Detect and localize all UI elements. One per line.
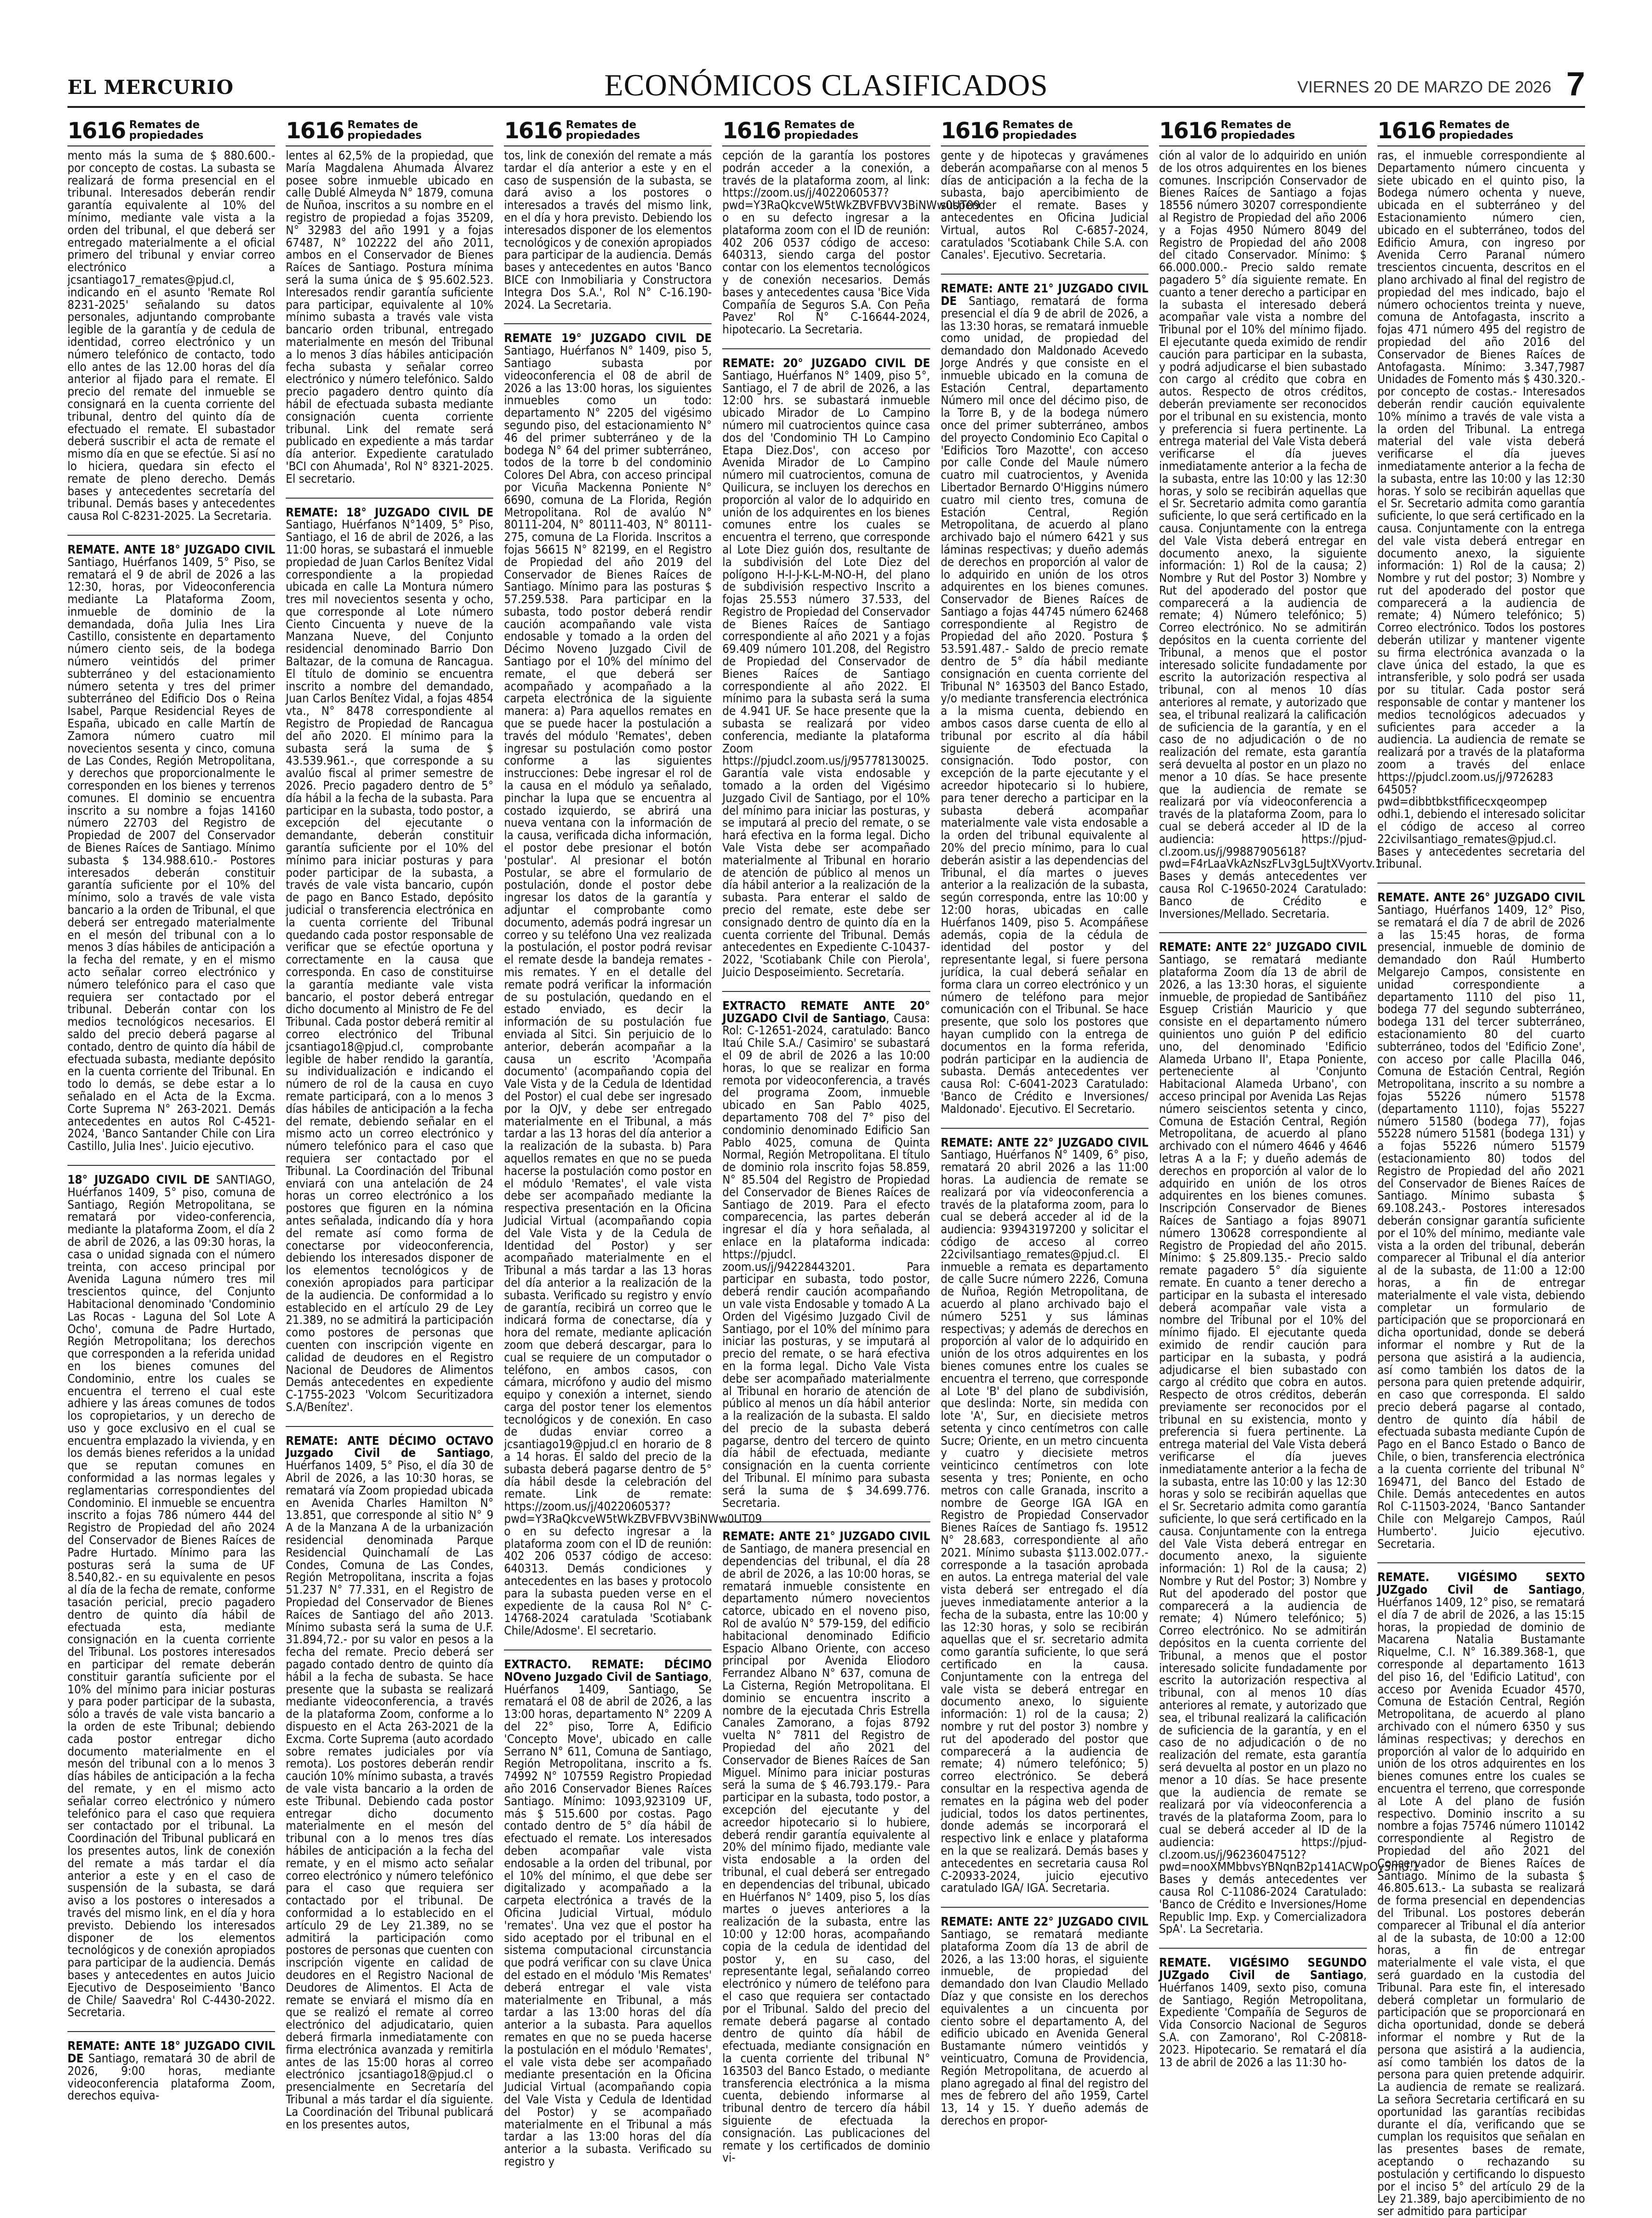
column-header (67, 116, 275, 146)
section-label-line: Remates de (1220, 119, 1292, 131)
auction-notice: REMATE. ANTE 26° JUZGADO CIVIL Santiago, Huérfanos 1409, 12° Piso, se rematará el día 7 de abril de 2026 a las 15:45 horas, de forma presencial, inmueble de dominio de demandado don Raúl Humberto Melgarejo Campos, consistente en unidad correspondiente a departamento 1110 del piso 11, bodega 77 del segundo subterráneo, bodega 131 del tercer subterráneo, estacionamiento 80 del cuarto subterráneo, todos del 'Edificio Zone', con acceso por calle Placilla 046, Comuna de Estación Central, Región Metropolitana, inscrito a su nombre a fojas 55226 número 51578 (departamento 1110), fojas 55227 número 51580 (bodega 77), fojas 55228 número 51581 (bodega 131) y a fojas 55226 número 51579 (estacionamiento 80) todos del Registro de Propiedad del año 2021 del Conservador de Bienes Raíces de Santiago. Mínimo subasta $ 69.108.243.- Postores interesados deberán consignar garantía suficiente por el 10% del mínimo, mediante vale vista a la orden del tribunal, deberán comparecer al Tribunal el día anterior al de la subasta, de 11:00 a 12:00 horas, a fin de entregar materialmente el vale vista, debiendo completar un formulario de participación que se proporcionará en dicha oportunidad, donde se deberá informar el nombre y Rut de la persona que asistirá a la audiencia, así como también los datos de la persona para quien pretende adquirir, en caso que corresponda. El saldo precio deberá pagarse al contado, dentro de quinto día hábil de efectuada subasta mediante Cupón de Pago en el Banco Estado o Banco de Chile, o bien, transferencia electrónica a la cuenta corriente del tribunal N° 169471, del Banco del Estado de Chile. Demás antecedentes en autos Rol C-11503-2024, 'Banco Santander Chile con Melgarejo Campos, Raúl Humberto'. Juicio ejecutivo. Secretaria. (1377, 890, 1585, 1551)
notice-divider (1159, 1948, 1367, 1949)
notice-divider (941, 1907, 1149, 1908)
notice-divider (286, 498, 493, 499)
section-label-line: propiedades (347, 130, 422, 142)
classified-column (286, 116, 494, 2131)
section-number: 1616 (1159, 118, 1217, 144)
notice-divider (941, 274, 1149, 275)
auction-notice: ras, el inmueble correspondiente al Departamento número cincuenta y siete ubicado en el quinto piso, la Bodega número ochenta y nueve, ubicada en el subterráneo y del Estacionamiento número cien, ubicado en el subterráneo, todos del Edificio Amura, con ingreso por Avenida Cerro Paranal número trescientos cincuenta, descritos en el plano archivado al final del registro de propiedad del mes indicado, bajo el número ochocientos treinta y nueve, comuna de Antofagasta, inscrito a fojas 471 número 495 del registro de propiedad del año 2016 del Conservador de Bienes Raíces de Antofagasta. Mínimo: 3.347,7987 Unidades de Fomento más $ 430.320.- por concepto de costas.- Interesados deberán rendir caución equivalente 10% mínimo a través de vale vista a la orden del Tribunal. La entrega material del vale vista deberá verificarse el día jueves inmediatamente anterior a la fecha de la subasta, entre las 10:00 y las 12:30 horas. Y solo se recibirán aquellas que el Sr. Secretario admita como garantía suficiente, lo que será certificado en la causa. Conjuntamente con la entrega del vale vista deberá entregar en documento anexo, la siguiente información: 1) Rol de la causa; 2) Nombre y rut del postor; 3) Nombre y rut del apoderado del postor que comparecerá a la audiencia de remate; 4) Número telefónico; 5) Correo electrónico. Todos los postores deberán utilizar y mantener vigente su firma electrónica avanzada o la clave única del estado, la que es intransferible, y solo podrá ser usada por su titular. Cada postor será responsable de contar y mantener los medios tecnológicos adecuados y suficientes para acceder a la audiencia. La audiencia de remate se realizará por a través de la plataforma zoom a través del enlace https://pjudcl.zoom.us/j/9726283 64505? pwd=dibbtbkstfificecxqeompep odhi.1, debiendo el interesado solicitar el código de acceso al correo 22civilsantiago_remates@pjud.cl. Bases y antecedentes secretaria del tribunal. (1377, 148, 1585, 871)
section-label-line: Remates de (1439, 119, 1510, 131)
section-label-line: propiedades (129, 130, 204, 142)
masthead (67, 67, 1585, 108)
section-label (1221, 120, 1295, 141)
notice-divider (722, 1521, 930, 1522)
auction-notice: REMATE: ANTE 22° JUZGADO CIVIL Santiago, se rematará mediante plataforma Zoom día 13 de abril de 2026, a las 13:00 horas, el siguiente inmueble, de propiedad del demandado don Ivan Claudio Mellado Díaz y que consiste en los derechos equivalentes a un cincuenta por ciento sobre el departamento A, del edificio ubicado en Avenida General Bustamante número veintidós y veinticuatro, Comuna de Providencia, Región Metropolitana, de acuerdo al plano agregado al final del registro del mes de febrero del año 1959, Cartel 13, 14 y 15. Y dueño además de derechos en propor- (940, 1914, 1149, 2127)
classified-column (1159, 116, 1419, 2069)
auction-notice: REMATE: 18° JUZGADO CIVIL DE Santiago, Huérfanos N°1409, 5° Piso, Santiago, el 16 de abril de 2026, a las 11:00 horas, se subastará el inmueble propiedad de Juan Carlos Benítez Vidal correspondiente a la propiedad ubicada en calle La Montura número tres mil novecientos sesenta y ocho, que corresponde al Lote número Ciento Cincuenta y nueve de la Manzana Nueve, del Conjunto residencial denominado Barrio Don Baltazar, de la comuna de Rancagua. El título de dominio se encuentra inscrito a nombre del demandado, Juan Carlos Benítez Vidal, a fojas 4854 vta., N° 8478 correspondiente al Registro de Propiedad de Rancagua del año 2020. El mínimo para la subasta será la suma de $ 43.539.961.-, que corresponde a su avalúo fiscal al primer semestre de 2026. Precio pagadero dentro de 5° día hábil a la fecha de la subasta. Para participar en la subasta, todo postor, a excepción del ejecutante o demandante, deberán constituir garantía suficiente por el 10% del mínimo para iniciar posturas y para poder participar de la subasta, a través de vale vista bancario, cupón de pago en Banco Estado, depósito judicial o transferencia electrónica en la cuenta corriente del Tribunal quedando cada postor responsable de verificar que se efectúe oportuna y correctamente en la causa que corresponda. En caso de constituirse la garantía mediante vale vista bancario, el postor deberá entregar dicho documento al Ministro de Fe del Tribunal. Cada postor deberá remitir al correo electrónico del Tribunal jcsantiago18@pjud.cl, comprobante legible de haber rendido la garantía, su individualización e indicando el número de rol de la causa en cuyo remate participará, con a lo menos 3 días hábiles de anticipación a la fecha del remate, debiendo señalar en el mismo acto un correo electrónico y número telefónico para el caso que requiera ser contactado por el Tribunal. La Coordinación del Tribunal enviará con una antelación de 24 horas un correo electrónico a los postores que figuren en la nómina antes señalada, indicando día y hora del remate así como forma de conectarse por videoconferencia, debiendo los interesados disponer de los elementos tecnológicos y de conexión apropiados para participar de la audiencia. De conformidad a lo establecido en el artículo 29 de Ley 21.389, no se admitirá la participación como postores de personas que cuenten con inscripción vigente en calidad de deudores en el Registro Nacional de Deudores de Alimentos Demás antecedentes en expediente C-1755-2023 'Volcom Securitizadora S.A/Benítez'. (286, 505, 494, 1414)
section-label-line: Remates de (784, 119, 855, 131)
column-header (1159, 116, 1367, 146)
notice-divider (67, 2031, 275, 2032)
auction-notice: lentes al 62,5% de la propiedad, que María Magdalena Ahumada Álvarez posee sobre inmueble ubicado en calle Dublé Almeyda N° 1879, comuna de Ñuñoa, inscritos a su nombre en el registro de propiedad a fojas 35209, N° 32983 del año 1991 y a fojas 67487, N° 102222 del año 2011, ambos en el Conservador de Bienes Raíces de Santiago. Postura mínima será la suma única de $ 95.602.523. Interesados rendir garantía suficiente para participar, equivalente al 10% mínimo subasta a través vale vista bancario orden tribunal, entregado materialmente en mesón del Tribunal a lo menos 3 días hábiles anticipación fecha subasta y señalar correo electrónico y número telefónico. Saldo precio pagadero dentro quinto día hábil de efectuada subasta mediante consignación cuenta corriente tribunal. Link del remate será publicado en expediente a más tardar día anterior. Expediente caratulado 'BCI con Ahumada', Rol N° 8321-2025. El secretario. (286, 148, 494, 486)
auction-notice: 18° JUZGADO CIVIL DE SANTIAGO, Huérfanos 1409, 5° piso, comuna de Santiago, Región Metropolitana, se rematará por video-conferencia, mediante la plataforma Zoom, el día 2 de abril de 2026, a las 09:30 horas, la casa o unidad signada con el número treinta, con acceso principal por Avenida Laguna número tres mil trescientos quince, del Conjunto Habitacional denominado 'Condominio Las Rocas - Laguna del Sol Lote A Ocho', comuna de Padre Hurtado, Región Metropolitana; los derechos que corresponden a la referida unidad en los bienes comunes del Condominio, entre los cuales se encuentra el terreno el cual este adhiere y las áreas comunes de todos los copropietarios, y un derecho de uso y goce exclusivo en el cual se encuentra emplazado la vivienda, y en los demás bienes referidos a la unidad que se reputan comunes en conformidad a las normas legales y reglamentarias correspondientes del Condominio. El inmueble se encuentra inscrito a fojas 786 número 444 del Registro de Propiedad del año 2024 del Conservador de Bienes Raíces de Padre Hurtado. Mínimo para las posturas será la suma de UF 8.540,82.- en su equivalente en pesos al día de la fecha de remate, conforme tasación pericial, precio pagadero dentro de quinto día hábil de efectuada esta, mediante consignación en la cuenta corriente del Tribunal. Los postores interesados en participar del remate deberán constituir garantía suficiente por el 10% del mínimo para iniciar posturas y para poder participar de la subasta, sólo a través de vale vista bancario a la orden de este Tribunal; debiendo cada postor entregar dicho documento materialmente en el mesón del tribunal con a lo menos 3 días hábiles de anticipación a la fecha del remate, y en el mismo acto señalar correo electrónico y número telefónico para el caso que requiera ser contactado por el tribunal. La Coordinación del Tribunal publicará en los presentes autos, link de conexión del remate a más tardar el día anterior a este y en el caso de suspensión de la subasta, se dará aviso a los postores o interesados a través del mismo link, en el día y hora previsto. Debiendo los interesados disponer de los elementos tecnológicos y de conexión apropiados para participar de la audiencia. Demás bases y antecedentes en autos Juicio Ejecutivo de Desposeimiento 'Banco de Chile/ Saavedra' Rol C-4430-2022. Secretaria. (67, 1172, 276, 2020)
section-label-line: propiedades (1220, 130, 1295, 142)
notice-divider (1377, 883, 1585, 884)
notice-divider (67, 1165, 275, 1166)
section-label (1003, 120, 1077, 141)
auction-notice: REMATE. ANTE 18° JUZGADO CIVIL Santiago, Huérfanos 1409, 5° Piso, se rematará el 9 de abril de 2026 a las 12:30, horas, por Videoconferencia mediante La Plataforma Zoom, inmueble de dominio de la demandada, doña Julia Ines Lira Castillo, consistente en departamento número ciento seis, de la bodega número veintidós del primer subterráneo y del estacionamiento número setenta y tres del primer subterráneo del Edificio Dos o Reina Isabel, Parque Residencial Reyes de España, ubicado en calle Martín de Zamora número cuatro mil novecientos sesenta y cinco, comuna de Las Condes, Región Metropolitana, y derechos que proporcionalmente le corresponden en los bienes y terrenos comunes. El dominio se encuentra inscrito a su nombre a fojas 14160 número 22703 del Registro de Propiedad de 2007 del Conservador de Bienes Raíces de Santiago. Mínimo subasta $ 134.988.610.- Postores interesados deberán constituir garantía suficiente por el 10% del mínimo, solo a través de vale vista bancario a la orden de Tribunal, el que deberá ser entregado materialmente en el mesón del tribunal con a lo menos 3 días hábiles de anticipación a la fecha del remate, y en el mismo acto señalar correo electrónico y número telefónico para el caso que requiera ser contactado por el tribunal. Deberán contar con los medios tecnológicos necesarios. El saldo del precio deberá pagarse al contado, dentro de quinto día hábil de efectuada subasta, mediante depósito en la cuenta corriente del Tribunal. En todo lo demás, se debe estar a lo señalado en el Acta de la Excma. Corte Suprema N° 263-2021. Demás antecedentes en autos Rol C-4521-2024, 'Banco Santander Chile con Lira Castillo, Julia Ines'. Juicio ejecutivo. (67, 542, 276, 1153)
section-label (347, 120, 422, 141)
section-label-line: Remates de (129, 119, 200, 131)
notice-divider (722, 348, 930, 349)
section-label (566, 120, 640, 141)
section-label-line: Remates de (566, 119, 636, 131)
notice-divider (286, 1426, 493, 1427)
auction-notice: REMATE: ANTE 21° JUZGADO CIVIL de Santiago, de manera presencial en dependencias del tribunal, el día 28 de abril de 2026, a las 10:00 horas, se rematará inmueble consistente en departamento número novecientos catorce, ubicado en el noveno piso, Rol de avalúo N° 579-159, del edificio habitacional denominado Edificio Espacio Albano Oriente, con acceso principal por Avenida Eliodoro Ferrandez Albano N° 637, comuna de La Cisterna, Región Metropolitana. El dominio se encuentra inscrito a nombre de la ejecutada Chris Estrella Canales Zamorano, a fojas 8792 vuelta N° 7811 del Registro de Propiedad del año 2021 del Conservador de Bienes Raíces de San Miguel. Mínimo para iniciar posturas será la suma de $ 46.793.179.- Para participar en la subasta, todo postor, a excepción del ejecutante y del acreedor hipotecario si lo hubiere, deberá rendir garantía equivalente al 20% del mínimo fijado, mediante vale vista endosable a la orden del tribunal, el cual deberá ser entregado en dependencias del tribunal, ubicado en Huérfanos N° 1409, piso 5, los días martes o jueves anteriores a la realización de la subasta, entre las 10:00 y 12:00 horas, acompañando copia de la cedula de identidad del postor y, en su caso, del representante legal, señalando correo electrónico y número de teléfono para el caso que requiera ser contactado por el Tribunal. Saldo del precio del remate deberá pagarse al contado dentro de quinto día hábil de efectuada, mediante consignación en la cuenta corriente del tribunal N° 163503 del Banco Estado, o mediante transferencia electrónica a la misma cuenta, debiendo informarse al tribunal dentro de tercero día hábil siguiente de efectuada la consignación. Las publicaciones del remate y los certificados de dominio vi- (722, 1529, 930, 2165)
column-header (504, 116, 712, 146)
section-label-line: propiedades (1439, 130, 1514, 142)
auction-notice: tos, link de conexión del remate a más tardar el día anterior a este y en el caso de suspensión de la subasta, se dará aviso a los postores o interesados a través del mismo link, en el día y hora previsto. Debiendo los interesados disponer de los elementos tecnológicos y de conexión apropiados para participar de la audiencia. Demás bases y antecedentes en autos 'Banco BICE con Inmobiliaria y Constructora Integra Dos S.A.', Rol N° C-16.190-2024. La Secretaria. (504, 148, 712, 312)
notice-divider (1159, 932, 1367, 933)
section-number: 1616 (1377, 118, 1435, 144)
auction-notice: EXTRACTO. REMATE: DÉCIMO NOveno Juzgado Civil de Santiago, Huérfanos 1409, Santiago, Se rematará el 08 de abril de 2026, a las 13:00 horas, departamento N° 2209 A del 22° piso, Torre A, Edificio 'Concepto Move', ubicado en calle Serrano N° 611, Comuna de Santiago, Región Metropolitana, inscrito a fs. 74992 N° 107559 Registro Propiedad año 2016 Conservador Bienes Raíces Santiago. Mínimo: 1093,923109 UF, más $ 515.600 por costas. Pago contado dentro de 5° día hábil de efectuado el remate. Los interesados deben acompañar vale vista endosable a la orden del tribunal, por el 10% del mínimo, el que debe ser digitalizado y acompañado a la carpeta electrónica a través de la Oficina Judicial Virtual, módulo 'remates'. Una vez que el postor ha sido aceptado por el tribunal en el sistema computacional circunstancia que podrá verificar con su clave Única del estado en el módulo 'Mis Remates' deberá entregar el vale vista materialmente en Tribunal, a más tardar a las 13:00 horas del día anterior a la subasta. Para aquellos remates en que no se pueda hacerse la postulación en el módulo 'Remates', el vale vista debe ser acompañado mediante presentación en la Oficina Judicial Virtual (acompañando copia del Vale Vista y Cedula de Identidad del Postor) y se acompañado materialmente en el Tribunal a más tardar a las 13:00 horas del día anterior a la subasta. Verificado su registro y (504, 1657, 712, 2168)
section-number: 1616 (67, 118, 126, 144)
classified-column (67, 116, 276, 2103)
section-number: 1616 (504, 118, 562, 144)
section-label (129, 120, 203, 141)
auction-notice: cepción de la garantía los postores podrán acceder a la conexión, a través de la plataforma zoom, al link: https://zoom.us/j/4022060537? pwd=Y3RaQkcveW5tWkZBVFBVV3BiNWw0UT09 o en su defecto ingresar a la plataforma zoom con el ID de reunión: 402 206 0537 código de acceso: 640313, siendo carga del postor contar con los elementos tecnológicos y de conexión necesarios. Demás bases y antecedentes causa 'Bice Vida Compañía de Seguros S.A. Con Peña Pavez' Rol N° C-16644-2024, hipotecario. La Secretaria. (722, 148, 980, 337)
classifieds-columns (67, 116, 1585, 2218)
notice-divider (941, 1128, 1149, 1129)
auction-notice: ción al valor de lo adquirido en unión de los otros adquirentes en los bienes comunes. Inscripción Conservador de Bienes Raíces de Santiago a fojas 18556 número 30207 correspondiente al Registro de Propiedad del año 2006 y a Fojas 4950 Número 8049 del Registro de Propiedad del año 2008 del citado Conservador. Mínimo: $ 66.000.000.- Precio saldo remate pagadero 5° día siguiente remate. En cuanto a tener derecho a participar en la subasta el interesado deberá acompañar vale vista a nombre del Tribunal por el 10% del mínimo fijado. El ejecutante queda eximido de rendir caución para participar en la subasta, y podrá adjudicarse el bien subastado con cargo al crédito que cobra en autos. Respecto de otros créditos, deberán previamente ser reconocidos por el tribunal en su existencia, monto y preferencia si fuera pertinente. La entrega material del Vale Vista deberá verificarse el día jueves inmediatamente anterior a la fecha de la subasta, entre las 10:00 y las 12:30 horas, y solo se recibirán aquellas que el Sr. Secretario admita como garantía suficiente, lo que será certificado en la causa. Conjuntamente con la entrega del Vale Vista deberá entregar en documento anexo, la siguiente información: 1) Rol de la causa; 2) Nombre y Rut del Postor 3) Nombre y Rut del apoderado del postor que comparecerá a la audiencia de remate; 4) Número telefónico; 5) Correo electrónico. No se admitirán depósitos en la cuenta corriente del Tribunal, a menos que el postor interesado solicite fundadamente por escrito la autorización respectiva al tribunal, con al menos 10 días anteriores al remate, y autorizado que sea, el tribunal realizará la calificación de suficiencia de la garantía, y en el caso de no adjudicación o de no realización del remate, esta garantía será devuelta al postor en un plazo no menor a 10 días. Se hace presente que la audiencia de remate se realizará por vía videoconferencia a través de la plataforma Zoom, para lo cual se deberá acceder al ID de la audiencia: https://pjud-cl.zoom.us/j/99887905618?pwd=F4rLaaVkAzNszFLv3gL5uJtXVyortv.1. Bases y demás antecedentes ver causa Rol C-19650-2024 Caratulado: Banco de Crédito e Inversiones/Mellado. Secretaria. (1159, 148, 1386, 921)
classified-column (1377, 116, 1585, 2218)
section-label-line: propiedades (1002, 130, 1077, 142)
auction-notice: gente y de hipotecas y gravámenes deberán acompañarse con al menos 5 días de anticipación a la fecha de la subasta, bajo apercibimiento de suspender el remate. Bases y antecedentes en Oficina Judicial Virtual, autos Rol C-6857-2024, caratulados 'Scotiabank Chile S.A. con Canales'. Ejecutivo. Secretaria. (940, 148, 1149, 262)
section-label-line: propiedades (784, 130, 859, 142)
auction-notice: mento más la suma de $ 880.600.- por concepto de costas. La subasta se realizará de forma presencial en el tribunal. Interesados deberán rendir garantía equivalente al 10% del mínimo, mediante vale vista a la orden del tribunal, el que deberá ser entregado materialmente a el oficial primero del tribunal y enviar correo electrónico a jcsantiago17_remates@pjud.cl, indicando en el asunto 'Remate Rol 8231-2025' señalando su datos personales, adjuntando comprobante legible de la garantía y de cedula de identidad, correo electrónico y un número telefónico de contacto, todo ello antes de las 12.00 horas del día anterior al fijado para el remate. El precio del remate del inmueble se consignará en la cuenta corriente del tribunal, dentro del quinto día de efectuado el remate. El subastador deberá suscribir el acta de remate el mismo día en que se efectúe. Si así no lo hiciera, quedara sin efecto el remate de pleno derecho. Demás bases y antecedentes secretaría del tribunal. Demás bases y antecedentes causa Rol C-8231-2025. La Secretaria. (67, 148, 276, 523)
section-title: ECONÓMICOS CLASIFICADOS (604, 68, 1048, 102)
auction-notice: EXTRACTO REMATE ANTE 20° JUZGADO CIvil de Santiago, Causa: Rol: C-12651-2024, caratulado: Banco Itaú Chile S.A./ Casimiro' se subastará el 09 de abril de 2026 a las 10:00 horas, lo que se realizar en forma remota por videoconferencia, a través del programa Zoom, inmueble ubicado en San Pablo 4025, departamento 708 del 7° piso del condominio denominado Edificio San Pablo 4025, comuna de Quinta Normal, Región Metropolitana. El título de dominio rola inscrito fojas 58.859, N° 85.504 del Registro de Propiedad del Conservador de Bienes Raíces de Santiago de 2019. Para el efecto comparecencia, las partes deberán ingresar el día y hora señalada, al enlace en la plataforma indicada: https://pjudcl. zoom.us/j/94228443201. Para participar en subasta, todo postor, deberá rendir caución acompañando un vale vista Endosable y tomado A La Orden del Vigésimo Juzgado Civil de Santiago, por el 10% del mínimo para iniciar las posturas, y se imputará al precio del remate, o se hará efectiva en la forma legal. Dicho Vale Vista debe ser acompañado materialmente al Tribunal en horario de atención de público al menos un día hábil anterior a la realización de la subasta. El saldo del precio de la subasta deberá pagarse, dentro del tercero de quinto día hábil de efectuada, mediante consignación en la cuenta corriente del Tribunal. El mínimo para subasta será la suma de $ 34.699.776. Secretaria. (722, 998, 930, 1510)
column-header (722, 116, 930, 146)
section-label-line: Remates de (347, 119, 418, 131)
auction-notice: REMATE: ANTE 22° JUZGADO CIVIL Santiago, Huérfanos N° 1409, 6° piso, rematará 20 abril 2026 a las 11:00 horas. La audiencia de remate se realizará por vía videoconferencia a través de la plataforma zoom, para lo cual se deberá acceder al id de la audiencia: 93943197200 y solicitar el código de acceso al correo 22civilsantiago_remates@pjud.cl. El inmueble a remata es departamento de calle Sucre número 2226, Comuna de Ñuñoa, Región Metropolitana, de acuerdo al plano archivado bajo el número 5251 y sus láminas respectivas; y además de derechos en proporción al valor de lo adquirido en unión de los otros adquirentes en los bienes comunes entre los cuales se encuentra el terreno, que corresponde al Lote 'B' del plano de subdivisión, que deslinda: Norte, sin medida con lote 'A', Sur, en diecisiete metros setenta y cinco centímetros con calle Sucre; Oriente, en un metro cincuenta y cuatro y diecisiete metros veinticinco centímetros con lote sesenta y tres; Poniente, en ocho metros con calle Granada, inscrito a nombre de George IGA IGA en Registro de Propiedad Conservador Bienes Raíces de Santiago fs. 19512 N° 28.683, correspondiente al año 2021. Mínimo subasta $113.002.077.- corresponde a la tasación aprobada en autos. La entrega material del vale vista deberá ser entregado el día jueves inmediatamente anterior a la fecha de la subasta, entre las 10:00 y las 12:30 horas, y solo se recibirán aquellas que el sr. secretario admita como garantía suficiente, lo que será certificado en la causa. Conjuntamente con la entrega del vale vista se deberá entregar en documento anexo, lo siguiente información: 1) rol de la causa; 2) nombre y rut del postor 3) nombre y rut del apoderado del postor que comparecerá a la audiencia de remate; 4) número telefónico; 5) correo electrónico. Se deberá consultar en la respectiva agenda de remates en la página web del poder judicial, todos los datos pertinentes, donde además se incorporará el respectivo link e enlace y plataforma en la que se realizará. Demás bases y antecedentes en secretaria causa Rol C-20933-2024, juicio ejecutivo caratulado IGA/ IGA. Secretaria. (940, 1135, 1149, 1895)
section-label (1439, 120, 1513, 141)
newspaper-name: EL MERCURIO (67, 76, 234, 99)
section-number: 1616 (286, 118, 344, 144)
auction-notice: REMATE: ANTE 21° JUZGADO CIVIL DE Santiago, rematará de forma presencial el día 9 de abril de 2026, a las 13:30 horas, se rematará inmueble como unidad, de propiedad del demandado don Maldonado Acevedo Jorge Andrés y que consiste en el inmueble ubicado en la comuna de Estación Central, departamento Número mil once del décimo piso, de la Torre B, y de la bodega número once del primer subterráneo, ambos del proyecto Condominio Eco Capital o 'Edificios Toro Mazotte', con acceso por calle Conde del Maule número cuatro mil cuatrocientos, y Avenida Libertador Bernardo O'Higgins número cuatro mil ciento tres, comuna de Estación Central, Región Metropolitana, de acuerdo al plano archivado bajo el número 6421 y sus láminas respectivas; y dueño además de derechos en proporción al valor de lo adquirido en unión de los otros adquirentes en los bienes comunes. Conservador de Bienes Raíces de Santiago a fojas 44745 número 62468 correspondiente al Registro de Propiedad del año 2020. Postura $ 53.591.487.- Saldo de precio remate dentro de 5° día hábil mediante consignación en cuenta corriente del Tribunal N° 163503 del Banco Estado, y/o mediante transferencia electrónica a la misma cuenta, debiendo en ambos casos darse cuenta de ello al tribunal por escrito al día hábil siguiente de efectuada la consignación. Todo postor, con excepción de la parte ejecutante y el acreedor hipotecario si lo hubiere, para tener derecho a participar en la subasta deberá acompañar materialmente vale vista endosable a la orden del tribunal equivalente al 20% del precio mínimo, para lo cual deberán asistir a las dependencias del Tribunal, el día martes o jueves anterior a la realización de la subasta, según corresponda, entre las 10:00 y 12:00 horas, ubicadas en calle Huérfanos 1409, piso 5. Acompáñese además, copia de la cédula de identidad del postor y del representante legal, si fuere persona jurídica, la cual deberá señalar en forma clara un correo electrónico y un número de teléfono para mejor comunicación con el Tribunal. Se hace presente, que solo los postores que hayan cumplido con la entrega de documentos en la forma referida, podrán participar en la audiencia de subasta. Demás antecedentes ver causa Rol: C-6041-2023 Caratulado: 'Banco de Crédito e Inversiones/ Maldonado'. Ejecutivo. El Secretario. (940, 281, 1149, 1116)
notice-divider (1377, 1562, 1585, 1563)
notice-divider (504, 323, 712, 324)
section-label-line: propiedades (566, 130, 640, 142)
auction-notice: REMATE 19° JUZGADO CIVIL DE Santiago, Huérfanos N° 1409, piso 5, Santiago subasta por videoconferencia el 08 de abril de 2026 a las 13:00 horas, los siguientes inmuebles como un todo: departamento N° 2205 del vigésimo segundo piso, del estacionamiento N° 46 del primer subterráneo y de la bodega N° 64 del primer subterráneo, todos de la torre b del condominio Colores Del Abra, con acceso principal por Vicuña Mackenna Poniente N° 6690, comuna de La Florida, Región Metropolitana. Rol de avalúo N° 80111-204, N° 80111-403, N° 80111-275, comuna de La Florida. Inscritos a fojas 56615 N° 82199, en el Registro de Propiedad del año 2019 del Conservador de Bienes Raíces de Santiago. Mínimo para las posturas $ 57.259.538. Para participar en la subasta, todo postor deberá rendir caución acompañando vale vista endosable y tomado a la orden del Décimo Noveno Juzgado Civil de Santiago por el 10% del mínimo del remate, el que deberá ser acompañado y acompañado a la carpeta electrónica de la siguiente manera: a) Para aquellos remates en que se puede hacer la postulación a través del módulo 'Remates', deben ingresar su postulación como postor conforme a las siguientes instrucciones: Debe ingresar el rol de la causa en el módulo ya señalado, pinchar la lupa que se encuentra al costado izquierdo, se abrirá una nueva ventana con la información de la causa, verificada dicha información, el postor debe presionar el botón 'postular'. Al presionar el botón Postular, se abre el formulario de postulación, donde el postor debe ingresar los datos de la garantía y adjuntar el comprobante como documento, además podrá ingresar un correo y su teléfono Una vez realizada la postulación, el postor podrá revisar el remate desde la bandeja remates - mis remates. Y en el detalle del remate podrá verificar la información de su postulación, quedando en el estado enviado, es decir la información de su postulación fue enviada al Sitci. Sin perjuicio de lo anterior, deberán acompañar a la causa un escrito 'Acompaña documento' (acompañando copia del Vale Vista y de la Cedula de Identidad del Postor) el cual debe ser ingresado por la OJV, y debe ser entregado materialmente en el Tribunal, a más tardar a las 13 horas del día anterior a la realización de la subasta. b) Para aquellos remates en que no se pueda hacerse la postulación como postor en el módulo 'Remates', el vale vista debe ser acompañado mediante la respectiva presentación en la Oficina Judicial Virtual (acompañando copia del Vale Vista y de la Cedula de Identidad del Postor) y ser acompañado materialmente en el Tribunal a más tardar a las 13 horas del día anterior a la realización de la subasta. Verificado su registro y envío de garantía, recibirá un correo que le indicará forma de conectarse, día y hora del remate, mediante aplicación zoom que deberá descargar, para lo cual se requiere de un computador o teléfono, en ambos casos, con cámara, micrófono y audio del mismo equipo y conexión a internet, siendo carga del postor tener los elementos tecnológicos y de conexión. En caso de dudas enviar correo a jcsantiago19@pjud.cl en horario de 8 a 14 horas. El saldo del precio de la subasta deberá pagarse dentro de 5° día hábil desde la celebración del remate. Link de remate: https://zoom.us/j/4022060537?pwd=Y3RaQkcveW5tWkZBVFBVV3BiNWw0UT09 o en su defecto ingresar a la plataforma zoom con el ID de reunión: 402 206 0537 código de acceso: 640313. Demás condiciones y antecedentes en las bases y protocolo para la subasta pueden verse en el expediente de la causa Rol N° C-14768-2024 caratulada 'Scotiabank Chile/Adosme'. El secretario. (504, 331, 762, 1638)
section-label-line: Remates de (1002, 119, 1073, 131)
notice-divider (722, 991, 930, 992)
column-header (1377, 116, 1585, 146)
issue-date: VIERNES 20 DE MARZO DE 2026 (1297, 78, 1551, 96)
auction-notice: REMATE: 20° JUZGADO CIVIL DE Santiago, Huérfanos N° 1409, piso 5°, Santiago, el 7 de abril de 2026, a las 12:00 hrs. se subastará inmueble ubicado Mirador de Lo Campino número mil cuatrocientos quince casa dos del 'Condominio TH Lo Campino Etapa Diez.Dos', con acceso por Avenida Mirador de Lo Campino número mil cuatrocientos, comuna de Quilicura, se incluyen los derechos en proporción al valor de lo adquirido en unión de los adquirentes en los bienes comunes entre los cuales se encuentra el terreno, que corresponde al Lote Diez guión dos, resultante de la subdivisión del Lote Diez del polígono H-I-J-K-L-M-NO-H, del plano de subdivisión respectivo Inscrito a fojas 25.553 número 37.533, del Registro de Propiedad del Conservador de Bienes Raíces de Santiago correspondiente al año 2021 y a fojas 69.409 número 101.208, del Registro de Propiedad del Conservador de Bienes Raíces de Santiago correspondiente al año 2022. El mínimo para la subasta será la suma de 4.941 UF. Se hace presente que la subasta se realizará por video conferencia, mediante la plataforma Zoom https://pjudcl.zoom.us/j/95778130025. Garantía vale vista endosable y tomado a la orden del Vigésimo Juzgado Civil de Santiago, por el 10% del mínimo para iniciar las posturas, y se imputará al precio del remate, o se hará efectiva en la forma legal. Dicho Vale Vista debe ser acompañado materialmente al Tribunal en horario de atención de público al menos un día hábil anterior a la realización de la subasta. Para enterar el saldo de precio del remate, este debe ser consignado dentro de quinto día en la cuenta corriente del Tribunal. Demás antecedentes en Expediente C-10437-2022, 'Scotiabank Chile con Pierola', Juicio Desposeimiento. Secretaría. (722, 356, 930, 979)
section-label (784, 120, 858, 141)
section-number: 1616 (940, 118, 999, 144)
auction-notice: REMATE: ANTE DÉCIMO OCTAVO Juzgado Civil de Santiago, Huérfanos 1409, 5° Piso, el día 30 de Abril de 2026, a las 10:30 horas, se rematará vía Zoom propiedad ubicada en Avenida Charles Hamilton N° 13.851, que corresponde al sitio N° 9 A de la Manzana A de la urbanización residencial denominada Parque Residencial Quinchamalí de Las Condes, Comuna de Las Condes, Región Metropolitana, inscrita a fojas 51.237 N° 77.331, en el Registro de Propiedad del Conservador de Bienes Raíces de Santiago del año 2013. Mínimo subasta será la suma de U.F. 31.894,72.- por su valor en pesos a la fecha del remate. Precio deberá ser pagado contado dentro de quinto día hábil a la fecha de subasta. Se hace presente que la subasta se realizará mediante videoconferencia, a través de la plataforma Zoom, conforme a lo dispuesto en el Acta 263-2021 de la Excma. Corte Suprema (auto acordado sobre remates judiciales por vía remota). Los postores deberán rendir caución 10% mínimo subasta, a través de vale vista bancario a la orden de este Tribunal. Debiendo cada postor entregar dicho documento materialmente en el mesón del tribunal con a lo menos tres días hábiles de anticipación a la fecha del remate, y en el mismo acto señalar correo electrónico y número telefónico para el caso que requiera ser contactado por el tribunal. De conformidad a lo establecido en el artículo 29 de Ley 21.389, no se admitirá la participación como postores de personas que cuenten con inscripción vigente en calidad de deudores en el Registro Nacional de Deudores de Alimentos. El Acta de remate se enviará el mismo día en que se realizó el remate al correo electrónico del adjudicatario, quien deberá firmarla inmediatamente con firma electrónica avanzada y remitirla antes de las 15:00 horas al correo electrónico jcsantiago18@pjud.cl o presencialmente en Secretaría del Tribunal a más tardar el día siguiente. La Coordinación del Tribunal publicará en los presentes autos, (286, 1433, 494, 2131)
classified-column (504, 116, 762, 2168)
column-header (941, 116, 1149, 146)
column-header (286, 116, 493, 146)
auction-notice: REMATE: ANTE 18° JUZGADO CIVIL DE Santiago, rematará 30 de abril de 2026, 9:00 horas, mediante videoconferencia plataforma Zoom, derechos equiva- (67, 2039, 276, 2103)
classified-column (940, 116, 1149, 2127)
auction-notice: REMATE. VIGÉSIMO SEGUNDO JUZgado Civil de Santiago, Huérfanos 1409, sexto piso, comuna de Santiago, Región Metropolitana, Expediente 'Compañía de Seguros de Vida Consorcio Nacional de Seguros S.A. con Zamorano', Rol C-20818-2023. Hipotecario. Se rematará el día 13 de abril de 2026 a las 11:30 ho- (1159, 1955, 1367, 2069)
notice-divider (67, 535, 275, 536)
auction-notice: REMATE. VIGÉSIMO SEXTO JUZgado Civil de Santiago, Huérfanos 1409, 12° piso, se rematará el día 7 de abril de 2026, a las 15:15 horas, la propiedad de dominio de Macarena Natalia Bustamante Riquelme, C.I. N° 16.389.368-1, que corresponde al departamento 1613 del piso 16, del 'Edificio Latitud', con acceso por Avenida Ecuador 4570, Comuna de Estación Central, Región Metropolitana, de acuerdo al plano archivado con el número 6350 y sus láminas respectivas; y derechos en proporción al valor de lo adquirido en unión de los otros adquirentes en los bienes comunes entre los cuales se encuentra el terreno, que corresponde al Lote A del plano de fusión respectivo. Dominio inscrito a su nombre a fojas 75746 número 110142 correspondiente al Registro de Propiedad del año 2021 del Conservador de Bienes Raíces de Santiago. Mínimo de la subasta $ 46.805.613.- La subasta se realizará de forma presencial en dependencias del Tribunal. Los postores deberán comparecer al Tribunal el día anterior al de la subasta, de 10:00 a 12:00 horas, a fin de entregar materialmente el vale vista, el que será guardado en la custodia del Tribunal. Para este fin, el interesado deberá completar un formulario de participación que se proporcionará en dicha oportunidad, donde se deberá informar el nombre y Rut de la persona que asistirá a la audiencia, así como también los datos de la persona para quien pretende adquirir. La audiencia de remate se realizará. La señora Secretaria certificará en su oportunidad las garantías recibidas durante el día, verificando que se cumplan los requisitos que señalan en las presentes bases de remate, aceptando o rechazando su postulación y certificando lo dispuesto por el inciso 5° del artículo 29 de la Ley 21.389, bajo apercibimiento de no ser admitido para participar (1377, 1570, 1585, 2218)
section-number: 1616 (722, 118, 780, 144)
page-number: 7 (1566, 65, 1585, 103)
auction-notice: REMATE: ANTE 22° JUZGADO CIVIL Santiago, se rematará mediante plataforma Zoom día 13 de abril de 2026, a las 13:30 horas, el siguiente inmueble, de propiedad de Santibáñez Esguep Cristián Mauricio y que consiste en el departamento número quinientos uno guión P del edificio uno, del denominado 'Edificio Alameda Urbano II', Etapa Poniente, perteneciente al 'Conjunto Habitacional Alameda Urbano', con acceso principal por Avenida Las Rejas número seiscientos setenta y cinco, Comuna de Estación Central, Región Metropolitana, de acuerdo al plano archivado con el número 4646 y 4646 letras A a la F; y dueño además de derechos en proporción al valor de lo adquirido en unión de los otros adquirentes en los bienes comunes. Inscripción Conservador de Bienes Raíces de Santiago a fojas 89071 número 130628 correspondiente al Registro de Propiedad del año 2015. Mínimo: $ 25.809.135.- Precio saldo remate pagadero 5° día siguiente remate. En cuanto a tener derecho a participar en la subasta el interesado deberá acompañar vale vista a nombre del Tribunal por el 10% del mínimo fijado. El ejecutante queda eximido de rendir caución para participar en la subasta, y podrá adjudicarse el bien subastado con cargo al crédito que cobra en autos. Respecto de otros créditos, deberán previamente ser reconocidos por el tribunal en su existencia, monto y preferencia si fuera pertinente. La entrega material del Vale Vista deberá verificarse el día jueves inmediatamente anterior a la fecha de la subasta, entre las 10:00 y las 12:30 horas y solo se recibirán aquellas que el Sr. Secretario admita como garantía suficiente, lo que será certificado en la causa. Conjuntamente con la entrega del Vale Vista deberá entregar en documento anexo, la siguiente información: 1) Rol de la causa; 2) Nombre y Rut del Postor; 3) Nombre y Rut del apoderado del postor que comparecerá a la audiencia de remate; 4) Número telefónico; 5) Correo electrónico. No se admitirán depósitos en la cuenta corriente del Tribunal, a menos que el postor interesado solicite fundadamente por escrito la autorización respectiva al tribunal, con al menos 10 días anteriores al remate, y autorizado que sea, el tribunal realizará la calificación de suficiencia de la garantía, y en el caso de no adjudicación o de no realización del remate, esta garantía será devuelta al postor en un plazo no menor a 10 días. Se hace presente que la audiencia de remate se realizará por vía videoconferencia a través de la plataforma Zoom, para lo cual se deberá acceder al ID de la audiencia: https://pjud-cl.zoom.us/j/96236047512?pwd=nooXMMbbvsYBNqnB2p141ACWpOy5mU.1 Bases y demás antecedentes ver causa Rol C-11086-2024 Caratulado: 'Banco de Crédito e Inversiones/Home Republic Imp. Exp. y Comercializadora SpA'. La Secretaria. (1159, 940, 1419, 1936)
classified-column (722, 116, 980, 2165)
